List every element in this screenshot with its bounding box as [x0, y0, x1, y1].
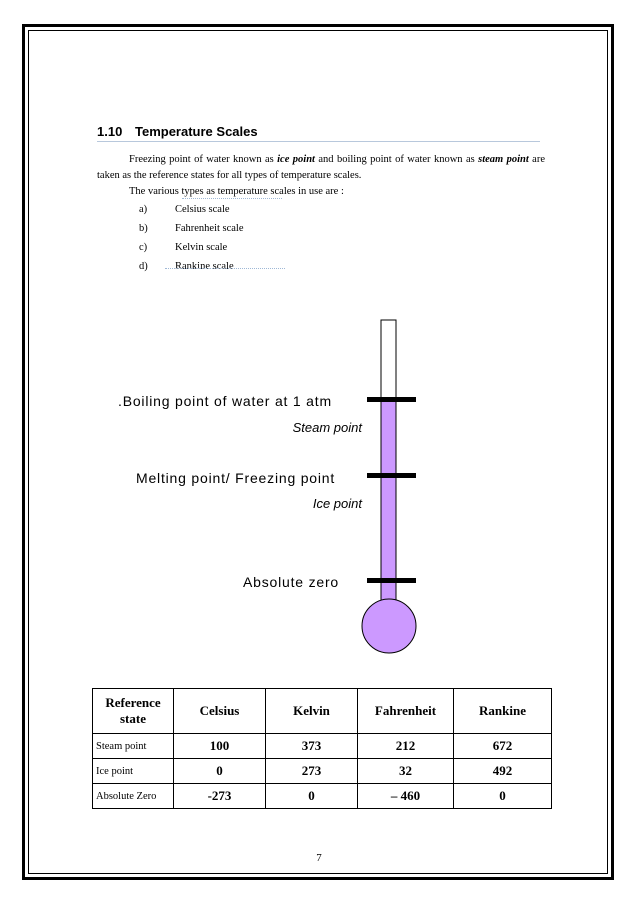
table-cell: 672	[454, 734, 552, 759]
table-header-row	[93, 689, 552, 734]
thermometer-bulb	[362, 599, 416, 653]
table-cell: 100	[174, 734, 266, 759]
table-cell: 0	[454, 784, 552, 809]
table-cell: 0	[266, 784, 358, 809]
table-row	[93, 734, 552, 759]
table-cell: 373	[266, 734, 358, 759]
absolute-zero-marker	[367, 578, 416, 583]
row-label: Steam point	[93, 734, 174, 759]
intro-paragraph: Freezing point of water known as ice point and boiling point of water known as steam point are taken as the reference states for all types of temperature scales.	[97, 154, 546, 181]
steam-point-label: Steam point	[292, 420, 362, 435]
page-number: 7	[316, 852, 322, 864]
column-header: Kelvin	[266, 689, 358, 734]
list-item: a) Celsius scale	[139, 204, 230, 215]
absolute-zero-label: Absolute zero	[243, 574, 340, 590]
table-cell: -273	[174, 784, 266, 809]
ice-point-label: Ice point	[312, 496, 362, 511]
table-cell: 32	[358, 759, 454, 784]
column-header: Celsius	[174, 689, 266, 734]
list-item: d) Rankine scale	[139, 261, 234, 272]
table-cell: 0	[174, 759, 266, 784]
scales-intro-line: The various types as temperature scales in use are :	[129, 186, 344, 197]
temperature-scales-table	[92, 688, 552, 809]
table-cell: – 460	[358, 784, 454, 809]
melting-point-marker	[367, 473, 416, 478]
row-label: Ice point	[93, 759, 174, 784]
section-title: Temperature Scales	[135, 124, 258, 139]
melting-point-label: Melting point/ Freezing point	[136, 470, 336, 486]
steam-point-term: steam point	[478, 154, 529, 165]
column-header: Reference state	[93, 689, 174, 734]
table-row	[93, 759, 552, 784]
column-header: Rankine	[454, 689, 552, 734]
table-cell: 212	[358, 734, 454, 759]
section-number: 1.10	[97, 124, 123, 139]
table-cell: 492	[454, 759, 552, 784]
list-item: b) Fahrenheit scale	[139, 223, 244, 234]
row-label: Absolute Zero	[93, 784, 174, 809]
ice-point-term: ice point	[277, 154, 315, 165]
list-item: c) Kelvin scale	[139, 242, 228, 253]
table-cell: 273	[266, 759, 358, 784]
column-header: Fahrenheit	[358, 689, 454, 734]
boiling-point-label: .Boiling point of water at 1 atm	[118, 393, 332, 409]
table-row	[93, 784, 552, 809]
thermometer-tube-empty	[381, 320, 396, 400]
boiling-point-marker	[367, 397, 416, 402]
